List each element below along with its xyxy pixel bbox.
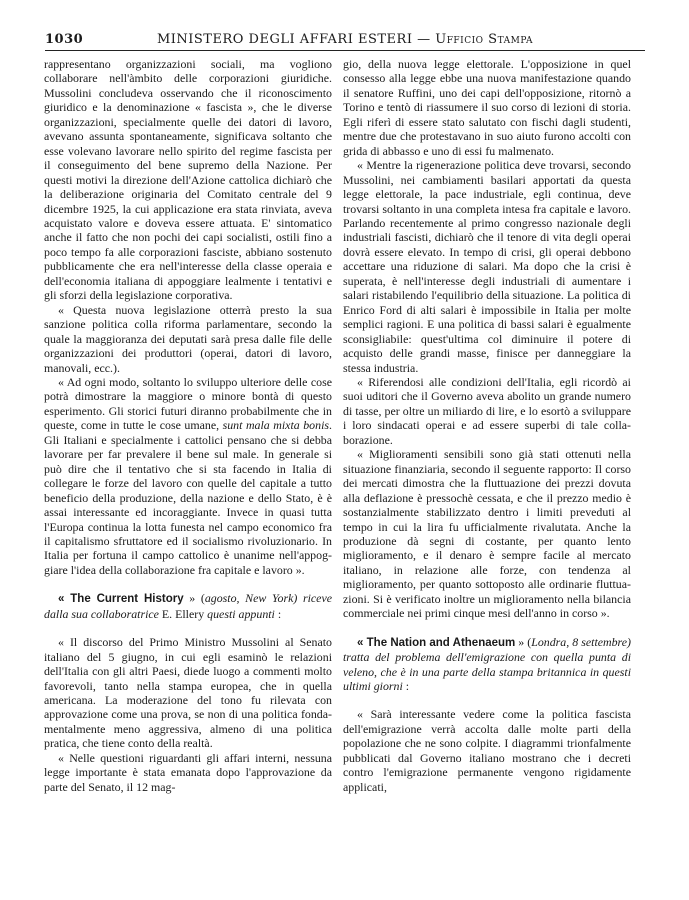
text: : <box>402 679 410 694</box>
text: « Ad ogni modo, soltanto lo sviluppo ulteriore delle cose potrà dimostrare la maggiore o minore bontà di questo esperimento. Gli storici futuri diranno probabilmente che in queste, come in tutte le cose umane, <box>44 374 332 433</box>
running-title-main: MINISTERO DEGLI AFFARI ESTERI — <box>156 32 436 47</box>
paragraph <box>44 375 332 577</box>
paragraph: « Miglioramenti sensibili sono già stati ottenuti nella situazione finanziaria, secondo il seguente rapporto: Il corso dei mercati dimostra che la fluttuazione dei prezzi dovuta alla deflazione è pressochè cessata, e che il prezzo medio è sostanzialmente stabilizzato dentro i limiti preveduti al tempo in cui la lira fu ufficialmente rivalutata. Anche la produzione dà segni di costante, per quanto lento miglioramento, e il denaro è sempre facile al mercato italiano, in relazione alle forze, con tendenza al miglioramento, per quanto sottoposto alle ordinarie fluttuazioni. Si è verificato inoltre un miglioramento nella bilancia commerciale nei primi cinque mesi dell'anno in corso ». <box>343 447 631 621</box>
text: E. Ellery <box>158 606 208 621</box>
text: questi appunti <box>207 606 275 621</box>
paragraph: gio, della nuova legge elettorale. L'opposizione in quel consesso alla legge ebbe una nuova manifestazione quando il senatore Ruffini, uno dei capi dell'opposizione, ritornò a Torino e tentò di riassumere il suo corso di lezioni di storia. Egli riferì di essere stato salutato con fischi dagli studenti, mentre due che protestavano in suo aiuto furono accolti con grida di abbasso e uno di essi fu malmenato. <box>343 57 631 158</box>
paragraph: rappresentano organizzazioni sociali, ma vogliono collaborare nell'àmbito delle corporazioni giuridiche. Mussolini concludeva osservando che il riconoscimento giuridico e la denominazione « fascista », che le diverse organizzazioni, specialmente quelle dei datori di lavoro, avevano assunta spontaneamente, significava soltanto che esse volevano lavorare nello spirito del regime fascista per il conseguimento del bene supremo della Nazione. Per questi motivi la direzione dell'Azione cattolica dichiarò che la deliberazione originaria del Comitato centrale del 9 dicembre 1925, la cui applicazione era stata rinviata, aveva acquistato valore e doveva essere attuata. E' sintomatico anche il fatto che non pochi dei capi socialisti, ostili fino a poco tempo fa alle corporazioni fasciste, abbiano sostenuto pubblicamente che era nell'interesse della classe operaia e dell'economia italiana di appoggiare lealmente i tentativi e gli sforzi della legislazione corporativa. <box>44 57 332 303</box>
paragraph: « Mentre la rigenerazione politica deve trovarsi, secondo Mussolini, nei cambiamenti basilari apportati da questa legge elettorale, la pace industriale, egli continua, deve trovarsi soltanto in una completa intesa fra capitale e lavoro. Parlando recentemente al primo congresso nazionale degli industriali fascisti, dichiarò che il tenore di vita degli operai dovrà essere elevato. In tempo di crisi, gli operai debbono accettare una riduzione di salari. Ma dopo che la crisi è superata, è nell'interesse degli industriali di aumentare i salari ristabilendo l'equilibrio della situazione. La politica di Enrico Ford di alti salari è impossibile in Italia per molte semplici ragioni. E una politica di bassi salari è egualmente sconsigliabile: quest'ultima col diminuire il potere di acquisto delle grandi masse, finisce per danneggiare la stessa industria. <box>343 158 631 375</box>
source-name: « The Current History <box>58 593 184 606</box>
text: : <box>274 606 282 621</box>
paragraph: « Sarà interessante vedere come la politica fascista dell'emigrazione verrà accolta dalle molte parti della popolazione che ne sono colpite. I diagrammi trionfalmente pubblicati dal Governo italiano mostrano che i decreti contro l'emigrazione permanente vengono rigidamente applicati, <box>343 707 631 794</box>
paragraph: « Questa nuova legislazione otterrà presto la sua sanzione politica colla riforma parlamentare, secondo la quale la maggioranza dei deputati sarà presa dalle file delle organizzazioni dei produttori (operai, datori di lavoro, manovali, ecc.). <box>44 302 332 375</box>
paragraph: « Nelle questioni riguardanti gli affari interni, nessuna legge importante è stata emanata dopo l'approvazione da parte del Senato, il 12 mag- <box>44 750 332 794</box>
paragraph: « Riferendosi alle condizioni dell'Italia, egli ricordò ai suoi uditori che il Governo aveva abolito un grande numero di tasse, per oltre un miliardo di lire, e lo esortò a sviluppare i loro sindacati operai e ad essere superbi di tale collaborazione. <box>343 374 631 447</box>
source-details: Londra, 8 settembre) tratta del problema dell'emigrazione con quella punta di veleno, che è in una parte della stampa britannica in questi ultimi giorni <box>343 634 631 694</box>
source-intro <box>343 635 631 694</box>
page-number: 1030 <box>45 32 84 47</box>
running-title <box>45 32 645 47</box>
text: » ( <box>515 634 532 649</box>
source-intro <box>44 591 332 621</box>
paragraph: « Il discorso del Primo Ministro Mussolini al Senato italiano del 5 giugno, in cui egli esaminò le relazioni dell'Italia con gli altri Paesi, diede luogo a commenti molto favorevoli, tanto nella stampa europea, che in quella americana. La moderazione del tono fu rilevata con approvazione come una prova, se non di una politica fondamentalmente meno aggressiva, almeno di una politica pratica, che tiene conto della realtà. <box>44 635 332 751</box>
latin-phrase: sunt mala mixta bonis <box>222 418 330 433</box>
source-name: « The Nation and Athenaeum <box>357 636 516 649</box>
text: » ( <box>183 591 205 606</box>
left-column <box>44 57 332 794</box>
source-details: agosto, New York) riceve dalla sua collaboratrice <box>44 591 332 621</box>
right-column <box>343 57 631 794</box>
page-header <box>45 30 645 51</box>
running-title-office: Ufficio Stampa <box>435 32 534 47</box>
text: . Gli Italiani e specialmente i cattolici pensano che si debba lavorare per far prevalere il bene sul male. In generale si può dire che il tentativo che si sta facendo in Italia di collegare le forze del lavoro con quelle del capitale a tutto beneficio della produzione, della nazione e dello Stato, è è assai interessante ed incoraggiante. Invece in quasi tutta l'Europa continua la lotta funesta nel campo economico fra il capitalismo sfruttatore ed il socialismo rivoluzionario. In Italia per fortuna il campo cattolico è unanime nell'appoggiare l'idea della collaborazione fra capitale e lavoro ». <box>44 418 332 577</box>
